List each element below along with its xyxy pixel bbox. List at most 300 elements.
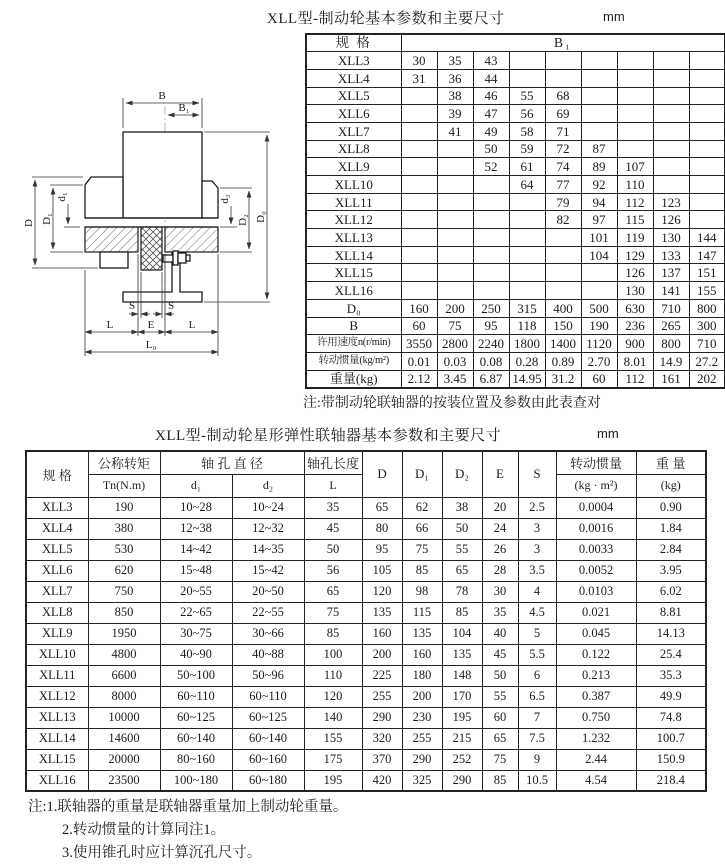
table1-value-cell: 112 bbox=[617, 370, 653, 388]
hdr-weight-unit: (kg) bbox=[636, 474, 706, 497]
table1-value-cell: 52 bbox=[473, 158, 509, 176]
table2-value-cell: 30~66 bbox=[232, 623, 304, 644]
table1-row-label: XLL12 bbox=[306, 211, 401, 229]
bolt bbox=[163, 251, 190, 265]
table2-value-cell: 290 bbox=[362, 707, 402, 728]
table2-value-cell: 3.95 bbox=[636, 560, 706, 581]
table1-row bbox=[306, 299, 725, 317]
table1-value-cell bbox=[617, 69, 653, 87]
table1-value-cell bbox=[545, 246, 581, 264]
table1-value-cell: 6.87 bbox=[473, 370, 509, 388]
table2-value-cell: 100.7 bbox=[636, 728, 706, 749]
table2-value-cell: 135 bbox=[442, 644, 482, 665]
table1-value-cell: 14.9 bbox=[653, 352, 689, 370]
table2-value-cell: 60~160 bbox=[232, 749, 304, 770]
table1-row bbox=[306, 122, 725, 140]
table1-value-cell: 49 bbox=[473, 122, 509, 140]
table1-value-cell: 236 bbox=[617, 317, 653, 335]
table2-value-cell: 23500 bbox=[88, 770, 160, 791]
table2-row-label: XLL3 bbox=[26, 497, 88, 518]
table2-value-cell: 0.0016 bbox=[556, 518, 636, 539]
coupling-parameters-table bbox=[25, 450, 707, 792]
table1-value-cell bbox=[401, 264, 437, 282]
table2-value-cell: 50~96 bbox=[232, 665, 304, 686]
table1-value-cell bbox=[689, 105, 725, 123]
table1-row-label: B bbox=[306, 317, 401, 335]
table2-value-cell: 55 bbox=[482, 686, 518, 707]
table1-value-cell bbox=[653, 140, 689, 158]
table2-value-cell: 50 bbox=[482, 665, 518, 686]
table1-value-cell: 400 bbox=[545, 299, 581, 317]
table1-value-cell bbox=[509, 229, 545, 247]
table1-value-cell: 150 bbox=[545, 317, 581, 335]
table1-value-cell: 44 bbox=[473, 69, 509, 87]
table1-value-cell: 900 bbox=[617, 335, 653, 353]
table2-value-cell: 200 bbox=[402, 686, 442, 707]
table1-value-cell bbox=[473, 176, 509, 194]
table2-value-cell: 35.3 bbox=[636, 665, 706, 686]
table1-value-cell bbox=[581, 122, 617, 140]
table2-value-cell: 50 bbox=[442, 518, 482, 539]
table1-value-cell: 190 bbox=[581, 317, 617, 335]
table1-value-cell bbox=[689, 69, 725, 87]
table1-value-cell: 35 bbox=[437, 52, 473, 70]
table1-title: XLL型-制动轮基本参数和主要尺寸 bbox=[267, 11, 505, 27]
table1-row bbox=[306, 229, 725, 247]
table2-value-cell: 530 bbox=[88, 539, 160, 560]
table2-value-cell: 60~125 bbox=[232, 707, 304, 728]
table1-row-label: XLL11 bbox=[306, 193, 401, 211]
table2-value-cell: 50 bbox=[304, 539, 362, 560]
table1-value-cell: 118 bbox=[509, 317, 545, 335]
dim-label-B: B bbox=[158, 90, 166, 102]
table2-value-cell: 24 bbox=[482, 518, 518, 539]
table1-value-cell bbox=[689, 122, 725, 140]
table2-value-cell: 6600 bbox=[88, 665, 160, 686]
table1-value-cell bbox=[437, 176, 473, 194]
table2-value-cell: 22~65 bbox=[160, 602, 232, 623]
table1-row bbox=[306, 69, 725, 87]
table1-value-cell: 800 bbox=[689, 299, 725, 317]
table2-value-cell: 170 bbox=[442, 686, 482, 707]
table1-row-label: XLL14 bbox=[306, 246, 401, 264]
table1-value-cell: 126 bbox=[617, 264, 653, 282]
table2-value-cell: 320 bbox=[362, 728, 402, 749]
table1-value-cell: 2.70 bbox=[581, 352, 617, 370]
table1-row-label: XLL13 bbox=[306, 229, 401, 247]
table1-value-cell: 0.01 bbox=[401, 352, 437, 370]
table1-value-cell bbox=[617, 105, 653, 123]
table1-value-cell: 72 bbox=[545, 140, 581, 158]
table1-row bbox=[306, 176, 725, 194]
table1-value-cell bbox=[401, 246, 437, 264]
table1-value-cell bbox=[581, 52, 617, 70]
table2-value-cell: 38 bbox=[442, 497, 482, 518]
table1-row-label: XLL5 bbox=[306, 87, 401, 105]
table1-row bbox=[306, 264, 725, 282]
table1-value-cell bbox=[653, 52, 689, 70]
table2-value-cell: 218.4 bbox=[636, 770, 706, 791]
footnote-2: 2.转动惯量的计算同注1。 bbox=[62, 822, 226, 838]
table2-value-cell: 100~180 bbox=[160, 770, 232, 791]
table1-value-cell bbox=[653, 87, 689, 105]
hdr-inertia-unit: (kg · m²) bbox=[556, 474, 636, 497]
table2-value-cell: 60~180 bbox=[232, 770, 304, 791]
table1-row-label: XLL8 bbox=[306, 140, 401, 158]
table1-value-cell: 74 bbox=[545, 158, 581, 176]
table1-value-cell: 115 bbox=[617, 211, 653, 229]
table1-value-cell: 47 bbox=[473, 105, 509, 123]
table2-value-cell: 12~32 bbox=[232, 518, 304, 539]
table1-value-cell bbox=[617, 87, 653, 105]
table1-value-cell bbox=[509, 69, 545, 87]
table2-value-cell: 9 bbox=[518, 749, 556, 770]
table1-value-cell: 315 bbox=[509, 299, 545, 317]
left-hub-section bbox=[85, 227, 138, 252]
table2-value-cell: 10000 bbox=[88, 707, 160, 728]
table1-value-cell: 43 bbox=[473, 52, 509, 70]
table1-value-cell: 161 bbox=[653, 370, 689, 388]
table1-value-cell: 75 bbox=[437, 317, 473, 335]
table2-value-cell: 10~24 bbox=[232, 497, 304, 518]
table1-row-label: XLL4 bbox=[306, 69, 401, 87]
table1-value-cell bbox=[545, 52, 581, 70]
table1-value-cell: 133 bbox=[653, 246, 689, 264]
table2-value-cell: 1.232 bbox=[556, 728, 636, 749]
table2-value-cell: 850 bbox=[88, 602, 160, 623]
table1-value-cell: 630 bbox=[617, 299, 653, 317]
table1-value-cell bbox=[401, 140, 437, 158]
table2-value-cell: 105 bbox=[362, 560, 402, 581]
table2-row bbox=[26, 497, 706, 518]
table2-value-cell: 230 bbox=[402, 707, 442, 728]
table1-row bbox=[306, 211, 725, 229]
table1-value-cell: 710 bbox=[689, 335, 725, 353]
table2-row bbox=[26, 728, 706, 749]
table2-value-cell: 1950 bbox=[88, 623, 160, 644]
table1-value-cell bbox=[401, 229, 437, 247]
table1-value-cell bbox=[509, 193, 545, 211]
table2-value-cell: 7 bbox=[518, 707, 556, 728]
table2-value-cell: 6.5 bbox=[518, 686, 556, 707]
dim-label-B1: B₁ bbox=[178, 102, 190, 114]
table1-value-cell bbox=[473, 211, 509, 229]
table1-value-cell: 1800 bbox=[509, 335, 545, 353]
table1-row bbox=[306, 158, 725, 176]
table1-value-cell: 1400 bbox=[545, 335, 581, 353]
table2-value-cell: 255 bbox=[362, 686, 402, 707]
hdr-D: D bbox=[362, 451, 402, 497]
table2-value-cell: 15~48 bbox=[160, 560, 232, 581]
table2-value-cell: 4.5 bbox=[518, 602, 556, 623]
table1-value-cell: 151 bbox=[689, 264, 725, 282]
table1-value-cell bbox=[653, 176, 689, 194]
table2-value-cell: 0.387 bbox=[556, 686, 636, 707]
table2-value-cell: 98 bbox=[402, 581, 442, 602]
dim-label-D0: D₀ bbox=[255, 211, 267, 223]
table1-value-cell bbox=[509, 211, 545, 229]
table2-value-cell: 0.0052 bbox=[556, 560, 636, 581]
table1-value-cell bbox=[689, 87, 725, 105]
table2-row-label: XLL6 bbox=[26, 560, 88, 581]
table1-value-cell: 31.2 bbox=[545, 370, 581, 388]
table1-value-cell bbox=[437, 158, 473, 176]
coupling-section-diagram bbox=[20, 78, 300, 363]
table2-row bbox=[26, 665, 706, 686]
table2-value-cell: 20~50 bbox=[232, 581, 304, 602]
table2-value-cell: 750 bbox=[88, 581, 160, 602]
table1-value-cell bbox=[581, 282, 617, 300]
table1-value-cell: 155 bbox=[689, 282, 725, 300]
table1-value-cell: 265 bbox=[653, 317, 689, 335]
table2-value-cell: 28 bbox=[482, 560, 518, 581]
table2-row-label: XLL13 bbox=[26, 707, 88, 728]
table2-value-cell: 195 bbox=[442, 707, 482, 728]
table2-row-label: XLL4 bbox=[26, 518, 88, 539]
table1-value-cell: 137 bbox=[653, 264, 689, 282]
table2-value-cell: 65 bbox=[304, 581, 362, 602]
table1-value-cell: 92 bbox=[581, 176, 617, 194]
table2-row bbox=[26, 707, 706, 728]
table1-row bbox=[306, 193, 725, 211]
table2-value-cell: 100 bbox=[304, 644, 362, 665]
table2-value-cell: 40~90 bbox=[160, 644, 232, 665]
table1-value-cell bbox=[473, 246, 509, 264]
table1-value-cell bbox=[653, 105, 689, 123]
table1-value-cell bbox=[581, 69, 617, 87]
table1-row bbox=[306, 246, 725, 264]
table1-row-label: XLL3 bbox=[306, 52, 401, 70]
table1-value-cell bbox=[437, 264, 473, 282]
dim-label-D2: D₂ bbox=[237, 214, 249, 226]
table2-value-cell: 252 bbox=[442, 749, 482, 770]
dim-label-S2: S bbox=[167, 300, 175, 312]
hdr-d2: d₂ bbox=[232, 474, 304, 497]
table1-value-cell bbox=[509, 246, 545, 264]
table2-value-cell: 30 bbox=[482, 581, 518, 602]
table1-value-cell bbox=[437, 246, 473, 264]
table2-row bbox=[26, 560, 706, 581]
table1-value-cell: 202 bbox=[689, 370, 725, 388]
table2-value-cell: 0.0033 bbox=[556, 539, 636, 560]
table2-value-cell: 85 bbox=[482, 770, 518, 791]
dim-label-L2: L bbox=[188, 319, 196, 331]
table1-value-cell: 2.12 bbox=[401, 370, 437, 388]
table2-value-cell: 3.5 bbox=[518, 560, 556, 581]
footnote-1: 注:1.联轴器的重量是联轴器重量加上制动轮重量。 bbox=[28, 799, 348, 815]
table2-value-cell: 80~160 bbox=[160, 749, 232, 770]
table2-value-cell: 60~110 bbox=[232, 686, 304, 707]
table2-row bbox=[26, 644, 706, 665]
table2-row-label: XLL9 bbox=[26, 623, 88, 644]
hdr-bore-len: 轴孔长度 bbox=[304, 451, 362, 474]
table1-value-cell: 119 bbox=[617, 229, 653, 247]
table2-value-cell: 65 bbox=[482, 728, 518, 749]
dim-label-L1: L bbox=[106, 319, 114, 331]
table1-value-cell: 79 bbox=[545, 193, 581, 211]
table1-row-label: XLL6 bbox=[306, 105, 401, 123]
table2-value-cell: 85 bbox=[304, 623, 362, 644]
table2-value-cell: 190 bbox=[88, 497, 160, 518]
hdr-D1: D₁ bbox=[402, 451, 442, 497]
table1-value-cell: 46 bbox=[473, 87, 509, 105]
table2-value-cell: 2.84 bbox=[636, 539, 706, 560]
hdr-D2: D₂ bbox=[442, 451, 482, 497]
table1-value-cell: 3.45 bbox=[437, 370, 473, 388]
right-hub-block bbox=[202, 181, 218, 218]
table2-value-cell: 0.90 bbox=[636, 497, 706, 518]
table2-value-cell: 60~140 bbox=[232, 728, 304, 749]
table1-value-cell bbox=[653, 158, 689, 176]
table2-value-cell: 120 bbox=[362, 581, 402, 602]
table1-value-cell: 94 bbox=[581, 193, 617, 211]
table1-value-cell bbox=[437, 211, 473, 229]
table1-value-cell: 300 bbox=[689, 317, 725, 335]
table2-value-cell: 420 bbox=[362, 770, 402, 791]
table1-row-label: XLL10 bbox=[306, 176, 401, 194]
table1-value-cell bbox=[689, 193, 725, 211]
table2-value-cell: 175 bbox=[304, 749, 362, 770]
table2-value-cell: 50~100 bbox=[160, 665, 232, 686]
table2-row-label: XLL14 bbox=[26, 728, 88, 749]
table1-value-cell: 141 bbox=[653, 282, 689, 300]
table1-value-cell: 3550 bbox=[401, 335, 437, 353]
table2-value-cell: 120 bbox=[304, 686, 362, 707]
table1-value-cell bbox=[401, 158, 437, 176]
table1-row bbox=[306, 282, 725, 300]
table2-value-cell: 0.122 bbox=[556, 644, 636, 665]
table2-row bbox=[26, 539, 706, 560]
table2-value-cell: 10~28 bbox=[160, 497, 232, 518]
table2-value-cell: 6 bbox=[518, 665, 556, 686]
table2-value-cell: 45 bbox=[304, 518, 362, 539]
table1-row-label: 许用速度n(r/min) bbox=[306, 335, 401, 353]
hdr-d1: d₁ bbox=[160, 474, 232, 497]
dim-label-E: E bbox=[147, 319, 155, 331]
dim-label-S1: S bbox=[128, 300, 136, 312]
table2-value-cell: 180 bbox=[402, 665, 442, 686]
table2-value-cell: 45 bbox=[482, 644, 518, 665]
table2-value-cell: 3 bbox=[518, 539, 556, 560]
table1-row-label: XLL16 bbox=[306, 282, 401, 300]
table1-value-cell bbox=[617, 140, 653, 158]
table2-value-cell: 4 bbox=[518, 581, 556, 602]
table2-value-cell: 0.021 bbox=[556, 602, 636, 623]
table1-value-cell: 30 bbox=[401, 52, 437, 70]
table1-value-cell bbox=[401, 176, 437, 194]
table2-row-label: XLL8 bbox=[26, 602, 88, 623]
table2-row bbox=[26, 770, 706, 791]
table2-value-cell: 290 bbox=[402, 749, 442, 770]
table1-value-cell: 64 bbox=[509, 176, 545, 194]
table1-value-cell: 38 bbox=[437, 87, 473, 105]
table2-value-cell: 160 bbox=[402, 644, 442, 665]
hdr-E: E bbox=[482, 451, 518, 497]
table2-value-cell: 104 bbox=[442, 623, 482, 644]
table2-row-label: XLL11 bbox=[26, 665, 88, 686]
table1-value-cell bbox=[653, 122, 689, 140]
table2-row-label: XLL10 bbox=[26, 644, 88, 665]
table2-row-label: XLL7 bbox=[26, 581, 88, 602]
table2-value-cell: 290 bbox=[442, 770, 482, 791]
table2-value-cell: 150.9 bbox=[636, 749, 706, 770]
table1-row bbox=[306, 335, 725, 353]
table1-value-cell: 50 bbox=[473, 140, 509, 158]
table1-value-cell: 0.89 bbox=[545, 352, 581, 370]
table1-row-label: D₀ bbox=[306, 299, 401, 317]
elastic-star-section bbox=[141, 227, 162, 270]
table1-value-cell: 101 bbox=[581, 229, 617, 247]
table2-value-cell: 135 bbox=[362, 602, 402, 623]
table1-value-cell: 58 bbox=[509, 122, 545, 140]
table1-value-cell bbox=[689, 211, 725, 229]
hdr-torque: 公称转矩 bbox=[88, 451, 160, 474]
table1-value-cell bbox=[653, 69, 689, 87]
table2-value-cell: 4.54 bbox=[556, 770, 636, 791]
table2-value-cell: 35 bbox=[304, 497, 362, 518]
table1-value-cell bbox=[545, 264, 581, 282]
table2-value-cell: 85 bbox=[402, 560, 442, 581]
table1-value-cell: 160 bbox=[401, 299, 437, 317]
table1-value-cell: 147 bbox=[689, 246, 725, 264]
table1-value-cell: 130 bbox=[617, 282, 653, 300]
table1-value-cell bbox=[617, 52, 653, 70]
table1-row bbox=[306, 352, 725, 370]
table1-value-cell: 60 bbox=[581, 370, 617, 388]
table2-value-cell: 0.045 bbox=[556, 623, 636, 644]
table1-value-cell: 800 bbox=[653, 335, 689, 353]
table2-value-cell: 60~140 bbox=[160, 728, 232, 749]
table1-value-cell: 55 bbox=[509, 87, 545, 105]
table2-value-cell: 14600 bbox=[88, 728, 160, 749]
table1-value-cell: 56 bbox=[509, 105, 545, 123]
table1-value-cell bbox=[437, 282, 473, 300]
brake-wheel-table bbox=[305, 33, 725, 389]
table2-value-cell: 0.213 bbox=[556, 665, 636, 686]
table1-row-label: XLL7 bbox=[306, 122, 401, 140]
table2-value-cell: 75 bbox=[402, 539, 442, 560]
table1-value-cell bbox=[401, 282, 437, 300]
table1-row-label: XLL9 bbox=[306, 158, 401, 176]
table1-value-cell: 123 bbox=[653, 193, 689, 211]
table2-value-cell: 0.0103 bbox=[556, 581, 636, 602]
table2-value-cell: 200 bbox=[362, 644, 402, 665]
table1-value-cell: 14.95 bbox=[509, 370, 545, 388]
table2-value-cell: 2.44 bbox=[556, 749, 636, 770]
table1-value-cell: 130 bbox=[653, 229, 689, 247]
table2-value-cell: 325 bbox=[402, 770, 442, 791]
table2-value-cell: 40 bbox=[482, 623, 518, 644]
table1-value-cell: 68 bbox=[545, 87, 581, 105]
table1-value-cell: 500 bbox=[581, 299, 617, 317]
footnotes bbox=[28, 796, 347, 865]
table2-value-cell: 115 bbox=[402, 602, 442, 623]
table2-value-cell: 56 bbox=[304, 560, 362, 581]
table2-row-label: XLL16 bbox=[26, 770, 88, 791]
table1-value-cell: 89 bbox=[581, 158, 617, 176]
table2-value-cell: 1.84 bbox=[636, 518, 706, 539]
table1-value-cell bbox=[473, 229, 509, 247]
left-hub-foot bbox=[100, 252, 128, 268]
table2-row bbox=[26, 518, 706, 539]
table2-body bbox=[26, 497, 706, 791]
table2-value-cell: 160 bbox=[362, 623, 402, 644]
table2-value-cell: 148 bbox=[442, 665, 482, 686]
table1-value-cell: 36 bbox=[437, 69, 473, 87]
brake-drum bbox=[123, 132, 202, 218]
table2-value-cell: 255 bbox=[402, 728, 442, 749]
table2-row-label: XLL12 bbox=[26, 686, 88, 707]
